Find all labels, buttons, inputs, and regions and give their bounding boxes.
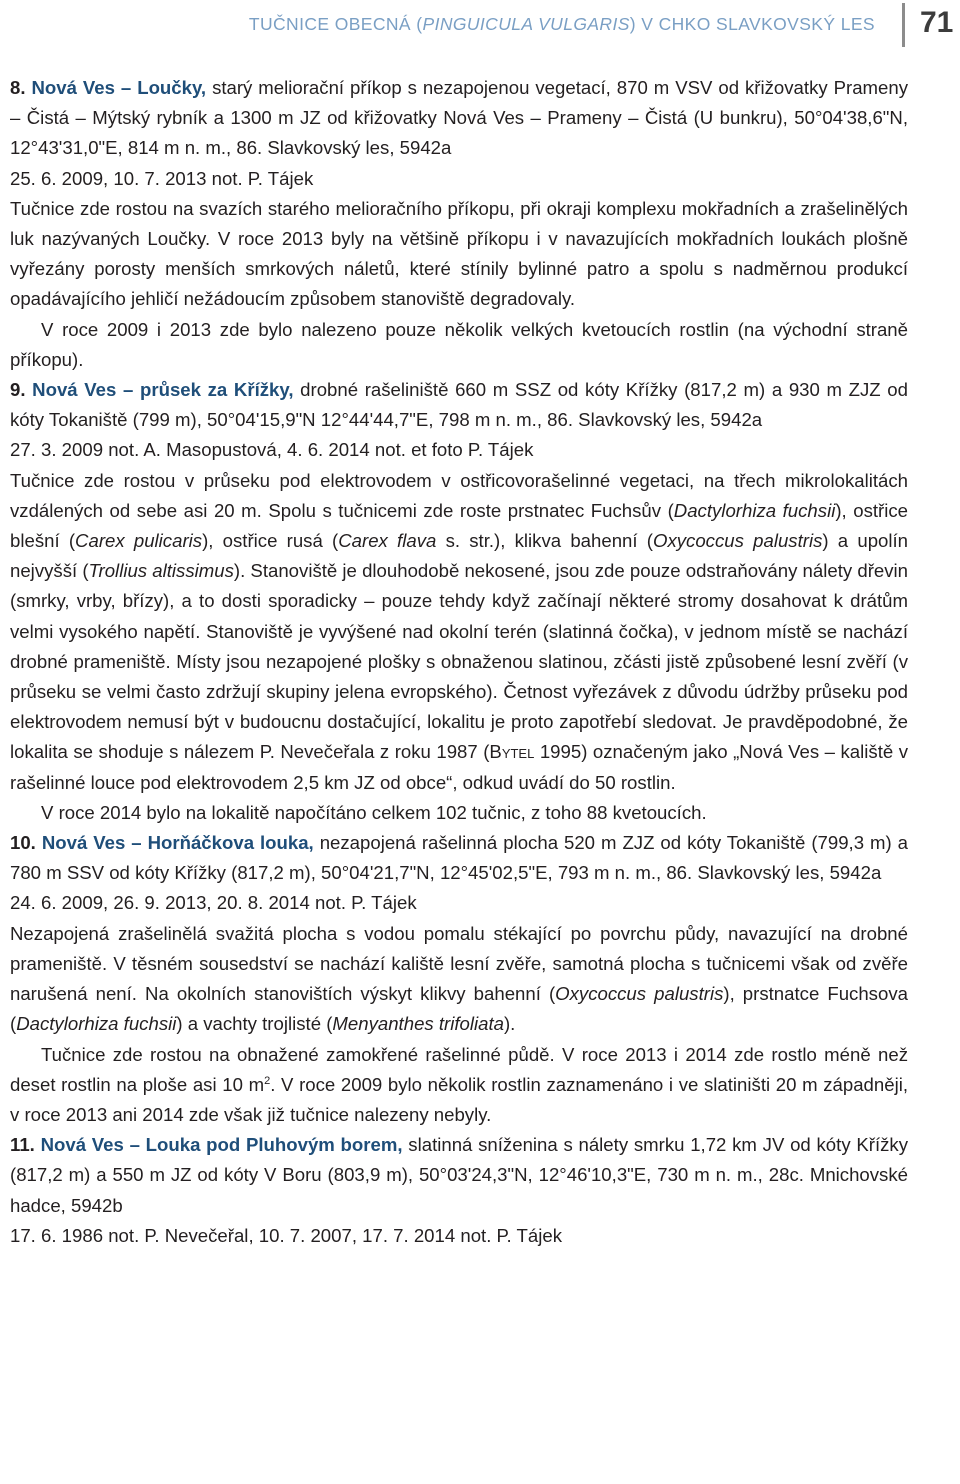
text-run: 1995) označeným jako „Nová Ves – kaliště v rašelinné louce pod elektrovodem 2,5 km JZ od obce“, odkud uvádí do 50 rostlin.: [10, 741, 908, 793]
text-run: ), ostřice blešní (: [10, 499, 908, 552]
locality-description: drobné rašeliniště 660 m SSZ od kóty Křížky (817,2 m) a 930 m ZJZ od kóty Tokaniště (799 m), 50°04'15,9"N 12°44'44,7"E, 798 m n. m., 86. Slavkovský les, 5942a: [10, 379, 908, 431]
species-name: Dactylorhiza fuchsii: [16, 1013, 177, 1035]
entry-10-dates: 24. 6. 2009, 26. 9. 2013, 20. 8. 2014 not. P. Tájek: [10, 892, 417, 914]
text-run: s. str.), klikva bahenní (: [436, 530, 653, 552]
text-run: ) a upolín nejvyšší (: [10, 530, 909, 582]
locality-description: nezapojená rašelinná plocha 520 m ZJZ od kóty Tokaniště (799,3 m) a 780 m SSV od kóty Křížky (817,2 m), 50°04'21,7"N, 12°45'02,5"E, 793 m n. m., 86. Slavkovský les, 5942a: [10, 832, 908, 884]
superscript: 2: [264, 1074, 271, 1087]
species-name: Carex flava: [338, 530, 437, 552]
page-number: 71: [920, 6, 954, 39]
entry-8-dates: 25. 6. 2009, 10. 7. 2013 not. P. Tájek: [10, 167, 314, 189]
locality-name: Nová Ves – Louka pod Pluhovým borem,: [40, 1134, 403, 1156]
text-run: Nezapojená zrašelinělá svažitá plocha s vodou pomalu stékající po povrchu půdy, navazující na drobné prameniště. V těsném sousedství se nachází kaliště lesní zvěře, samotná plocha s tučnicemi však od zvěře narušená není. Na okolních stanovištích výskyt klikvy bahenní (: [10, 922, 908, 1005]
text-run: ). Stanoviště je dlouhodobě nekosené, jsou zde pouze odstraňovány nálety dřevin (smrky, vrby, břízy), a to dosti sporadicky – pouze tehdy když začínají některé stromy dosahovat k drátům velmi vysokého napětí. Stanoviště je vyvýšené nad okolní terén (slatinná čočka), v jednom místě se nachází drobné prameniště. Místy jsou nezapojené plošky s obnaženou slatinou, zčásti jistě způsobené lesní zvěří (v průseku se velmi často zdržují skupiny jelena evropského). Četnost vyřezávek z důvodu údržby průseku pod elektrovodem nemusí být v budoucnu dostačující, lokalitu je proto zapotřebí sledovat. Je pravděpodobné, že lokalita se shoduje s nálezem P. Nevečeřala z roku 1987 (: [10, 560, 908, 763]
text-run: . V roce 2009 bylo několik rostlin zaznamenáno i ve slatiništi 20 m západněji, v roce 2013 ani 2014 zde však již tučnice nalezeny nebyly.: [10, 1073, 909, 1125]
species-name: Trollius altissimus: [88, 560, 234, 582]
running-title-pre: TUČNICE OBECNÁ (: [248, 14, 423, 34]
entry-number: 11.: [10, 1134, 35, 1156]
entry-number: 10.: [10, 832, 36, 854]
running-header: [0, 0, 960, 60]
species-name: Oxycoccus palustris: [555, 983, 724, 1005]
species-name: Oxycoccus palustris: [652, 530, 823, 552]
entry-11-heading: [10, 1130, 908, 1221]
entry-9-paragraph: [10, 466, 908, 798]
entry-number: 8.: [10, 77, 26, 98]
entry-10-paragraph: [10, 919, 908, 1040]
entry-10-paragraph: [10, 1040, 908, 1131]
entry-9-heading: [10, 375, 908, 435]
locality-description: starý meliorační příkop s nezapojenou vegetací, 870 m VSV od křižovatky Prameny – Čistá – Mýtský rybník a 1300 m JZ od křižovatky Nová Ves – Prameny – Čistá (U bunkru), 50°04'38,6"N, 12°43'31,0"E, 814 m n. m., 86. Slavkovský les, 5942a: [10, 77, 909, 159]
text-run: ) a vachty trojlisté (: [176, 1013, 333, 1035]
entry-number: 9.: [10, 379, 26, 401]
locality-description: slatinná sníženina s nálety smrku 1,72 km JV od kóty Křížky (817,2 m) a 550 m JZ od kóty V Boru (803,9 m), 50°03'24,3"N, 12°46'10,3"E, 730 m n. m., 28c. Mnichovské hadce, 5942b: [10, 1134, 908, 1216]
locality-name: Nová Ves – průsek za Křížky,: [32, 379, 294, 401]
text-run: ), ostřice rusá (: [202, 530, 339, 552]
entry-11-dates: 17. 6. 1986 not. P. Nevečeřal, 10. 7. 2007, 17. 7. 2014 not. P. Tájek: [10, 1224, 563, 1246]
text-run: ).: [503, 1013, 516, 1035]
locality-name: Nová Ves – Horňáčkova louka,: [41, 832, 314, 854]
species-name: Menyanthes trifoliata: [332, 1013, 504, 1035]
running-title-latin: PINGUICULA VULGARIS: [422, 14, 630, 34]
entry-8-paragraph: Tučnice zde rostou na svazích starého melioračního příkopu, při okraji komplexu mokřadních a zrašelinělých luk nazývaných Loučky. V roce 2013 byly na většině příkopu i v navazujících mokřadních loukách plošně vyřezány porosty menších smrkových náletů, které stínily bylinné patro a spolu s nadměrnou produkcí opadávajícího jehličí nežádoucím způsobem stanoviště degradovaly.: [10, 197, 908, 310]
text-run: Tučnice zde rostou v průseku pod elektrovodem v ostřicovorašelinné vegetaci, na třech mikrolokalitách vzdálených od sebe asi 20 m. Spolu s tučnicemi zde roste prstnatec Fuchsův (: [10, 469, 908, 521]
article-body: [10, 73, 908, 1251]
entry-9-dates: 27. 3. 2009 not. A. Masopustová, 4. 6. 2014 not. et foto P. Tájek: [10, 439, 534, 461]
species-name: Carex pulicaris: [75, 530, 203, 552]
entry-8-paragraph: V roce 2009 i 2013 zde bylo nalezeno pouze několik velkých kvetoucích rostlin (na východní straně příkopu).: [10, 318, 908, 370]
species-name: Dactylorhiza fuchsii: [673, 499, 836, 521]
running-title-post: ) V CHKO SLAVKOVSKÝ LES: [629, 14, 875, 34]
entry-9-paragraph: V roce 2014 bylo na lokalitě napočítáno celkem 102 tučnic, z toho 88 kvetoucích.: [41, 801, 707, 823]
text-run: ), prstnatce Fuchsova (: [10, 983, 908, 1035]
locality-name: Nová Ves – Loučky,: [31, 77, 207, 98]
cited-author: Bytel: [489, 741, 535, 763]
text-run: Tučnice zde rostou na obnažené zamokřené rašelinné půdě. V roce 2013 i 2014 zde rostlo méně než deset rostlin na ploše asi 10 m: [10, 1043, 908, 1095]
entry-10-heading: [10, 828, 908, 888]
running-title: [249, 14, 875, 35]
header-divider: [902, 3, 905, 47]
entry-8-heading: [10, 73, 908, 164]
